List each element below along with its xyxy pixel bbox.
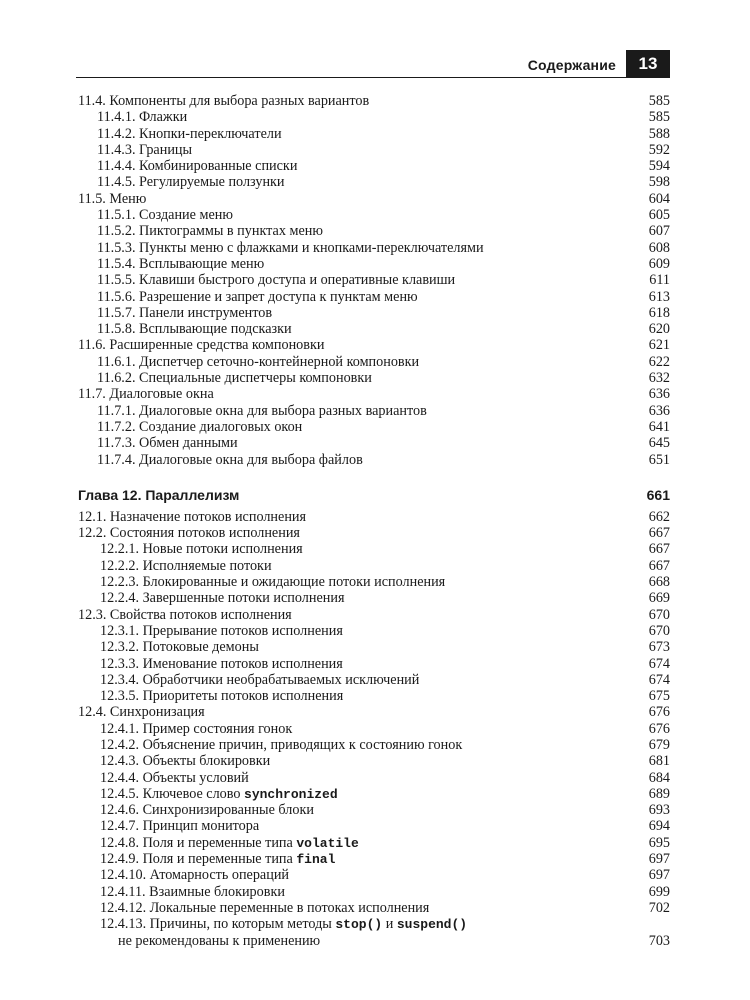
- toc-row[interactable]: [78, 770, 670, 786]
- toc-row[interactable]: [78, 607, 670, 623]
- code-keyword: synchronized: [244, 786, 338, 802]
- toc-row[interactable]: [78, 386, 670, 402]
- toc-entry-page: 645: [648, 435, 670, 452]
- toc-entry-title: 11.7.3. Обмен данными: [97, 435, 238, 452]
- toc-section-ch12-b: [78, 802, 670, 835]
- toc-entry-page: 611: [649, 272, 670, 289]
- toc-entry-title: 12.2. Состояния потоков исполнения: [78, 525, 300, 542]
- code-method: suspend(): [396, 917, 468, 933]
- toc-row[interactable]: [78, 207, 670, 223]
- toc-row[interactable]: [78, 541, 670, 557]
- toc-entry-page: 676: [648, 704, 670, 721]
- code-keyword: final: [296, 852, 336, 868]
- toc-entry-title: 12.3.5. Приоритеты потоков исполнения: [100, 688, 344, 705]
- toc-row[interactable]: [78, 867, 670, 883]
- toc-entry-page: 608: [648, 239, 670, 256]
- toc-row[interactable]: [78, 240, 670, 256]
- toc-entry-page: 618: [648, 304, 670, 321]
- toc-entry-page: 641: [648, 418, 670, 435]
- toc-row[interactable]: [78, 509, 670, 525]
- toc-row[interactable]: [78, 753, 670, 769]
- toc-row[interactable]: [78, 835, 670, 851]
- toc-entry-title: 12.3.4. Обработчики необрабатываемых исключений: [100, 671, 420, 688]
- toc-entry-page: 697: [648, 867, 670, 884]
- toc-section-ch12: [78, 509, 670, 786]
- running-header: [76, 50, 670, 78]
- toc-entry-page: 605: [648, 207, 670, 224]
- toc-entry-title: 12.2.4. Завершенные потоки исполнения: [100, 590, 345, 607]
- toc-row[interactable]: [78, 337, 670, 353]
- toc-row[interactable]: [78, 435, 670, 451]
- toc-entry-page: 689: [648, 785, 670, 802]
- toc-entry-title: 11.4.4. Комбинированные списки: [97, 158, 298, 175]
- toc-entry-title: 12.2.1. Новые потоки исполнения: [100, 541, 303, 558]
- toc-entry-page: 667: [648, 525, 670, 542]
- toc-row[interactable]: [78, 900, 670, 916]
- toc-row[interactable]: [78, 109, 670, 125]
- toc-entry-page: 662: [648, 508, 670, 525]
- toc-row[interactable]: [78, 851, 670, 867]
- toc-entry-page: 604: [648, 190, 670, 207]
- toc-entry-page: 669: [648, 590, 670, 607]
- toc-entry-title: 12.4.10. Атомарность операций: [100, 867, 290, 884]
- toc-row[interactable]: [78, 419, 670, 435]
- toc-entry-page: 594: [648, 158, 670, 175]
- toc-entry-title: 12.4.11. Взаимные блокировки: [100, 883, 285, 900]
- toc-entry-title: 11.6.1. Диспетчер сеточно-контейнерной компоновки: [97, 353, 420, 370]
- toc-entry-title-cont: не рекомендованы к применению: [118, 932, 321, 949]
- toc-entry-page: 697: [648, 851, 670, 868]
- toc-entry-page: 684: [648, 769, 670, 786]
- toc-entry-page: 667: [648, 557, 670, 574]
- header-title: Содержание: [527, 57, 616, 73]
- toc-entry-page: 598: [648, 174, 670, 191]
- toc-entry-title: 12.3.2. Потоковые демоны: [100, 639, 259, 656]
- toc-section-ch12-c: [78, 867, 670, 916]
- toc-entry-page: 681: [648, 753, 670, 770]
- toc-entry-page: 699: [648, 883, 670, 900]
- toc-entry-page: 670: [648, 622, 670, 639]
- toc-entry-page: 609: [648, 255, 670, 272]
- toc-row[interactable]: [78, 656, 670, 672]
- toc-row[interactable]: [78, 623, 670, 639]
- toc-entry-title: 12.4.1. Пример состояния гонок: [100, 720, 293, 737]
- toc-entry-title: 11.4. Компоненты для выбора разных вариантов: [78, 93, 370, 109]
- toc-entry-page: 622: [648, 353, 670, 370]
- toc-entry-title: 11.7. Диалоговые окна: [78, 386, 214, 403]
- toc-entry-title: 11.6. Расширенные средства компоновки: [78, 337, 325, 354]
- toc-entry-title: 11.5.2. Пиктограммы в пунктах меню: [97, 223, 323, 240]
- toc-entry-title: 12.4.6. Синхронизированные блоки: [100, 802, 314, 819]
- toc-entry-title: 12.4.12. Локальные переменные в потоках исполнения: [100, 899, 430, 916]
- toc-row[interactable]: [78, 786, 670, 802]
- toc-entry-page: 674: [648, 671, 670, 688]
- toc-row[interactable]: [78, 272, 670, 288]
- toc-row[interactable]: [78, 884, 670, 900]
- toc-entry-page: 676: [648, 720, 670, 737]
- toc-row[interactable]: [78, 574, 670, 590]
- toc-entry-title: 12.2.2. Исполняемые потоки: [100, 557, 272, 574]
- toc-entry-page: 636: [648, 386, 670, 403]
- toc-entry-page: 585: [648, 93, 670, 109]
- toc-row[interactable]: [78, 321, 670, 337]
- toc-entry-title: 11.7.1. Диалоговые окна для выбора разных вариантов: [97, 402, 427, 419]
- toc-entry-page: 694: [648, 818, 670, 835]
- toc-entry-title: 11.5.5. Клавиши быстрого доступа и оперативные клавиши: [97, 272, 456, 289]
- toc-entry-page: 668: [648, 574, 670, 591]
- toc-entry-title: 11.7.2. Создание диалоговых окон: [97, 418, 303, 435]
- toc-entry-page: 673: [648, 639, 670, 656]
- toc-entry-title: 12.4.7. Принцип монитора: [100, 818, 260, 835]
- toc-entry-page: 679: [648, 736, 670, 753]
- table-of-contents: [78, 93, 670, 949]
- toc-row[interactable]: [78, 403, 670, 419]
- toc-entry-title: 11.5.7. Панели инструментов: [97, 304, 273, 321]
- toc-row[interactable]: [78, 370, 670, 386]
- toc-row[interactable]: [78, 452, 670, 468]
- toc-entry-title: 11.5.8. Всплывающие подсказки: [97, 321, 292, 338]
- toc-entry-title: 12.3.3. Именование потоков исполнения: [100, 655, 343, 672]
- toc-entry-page: 670: [648, 606, 670, 623]
- toc-entry-title: 12.4.8. Поля и переменные типа volatile: [100, 834, 359, 851]
- toc-entry-title: 11.7.4. Диалоговые окна для выбора файлов: [97, 451, 363, 468]
- toc-row[interactable]: [78, 223, 670, 239]
- toc-entry-page: 703: [648, 932, 670, 949]
- code-method: stop(): [335, 917, 383, 933]
- toc-entry-title: 12.4.3. Объекты блокировки: [100, 753, 271, 770]
- toc-entry-title: 11.4.3. Границы: [97, 141, 193, 158]
- toc-row[interactable]: [78, 737, 670, 753]
- toc-chapter-row[interactable]: [78, 484, 670, 506]
- toc-row[interactable]: [78, 672, 670, 688]
- toc-row[interactable]: [78, 256, 670, 272]
- toc-row[interactable]: [78, 93, 670, 109]
- toc-row[interactable]: [78, 289, 670, 305]
- toc-row[interactable]: [78, 305, 670, 321]
- toc-entry-page: 607: [648, 223, 670, 240]
- toc-entry-title: 12.3. Свойства потоков исполнения: [78, 606, 292, 623]
- toc-row[interactable]: [78, 802, 670, 818]
- toc-entry-page: 667: [648, 541, 670, 558]
- toc-entry-page: 632: [648, 370, 670, 387]
- toc-row[interactable]: [78, 354, 670, 370]
- toc-entry-title: 12.1. Назначение потоков исполнения: [78, 508, 307, 525]
- chapter-page: 661: [646, 486, 670, 503]
- toc-row[interactable]: [78, 174, 670, 190]
- toc-row[interactable]: [78, 525, 670, 541]
- toc-entry-page: 636: [648, 402, 670, 419]
- toc-row[interactable]: [78, 818, 670, 834]
- toc-row[interactable]: [78, 688, 670, 704]
- toc-row[interactable]: [78, 916, 670, 932]
- toc-entry-title: 11.5.1. Создание меню: [97, 207, 233, 224]
- code-keyword: volatile: [296, 835, 359, 851]
- toc-entry-title: 12.4.13. Причины, по которым методы stop() и suspend(): [100, 916, 468, 933]
- toc-entry-page: 613: [648, 288, 670, 305]
- chapter-title: Глава 12. Параллелизм: [78, 486, 240, 503]
- toc-row[interactable]: [78, 639, 670, 655]
- toc-entry-page: 651: [648, 451, 670, 468]
- toc-entry-page: 674: [648, 655, 670, 672]
- toc-entry-page: 702: [648, 899, 670, 916]
- toc-entry-page: 620: [648, 321, 670, 338]
- toc-entry-title: 12.4.4. Объекты условий: [100, 769, 249, 786]
- toc-entry-title: 12.2.3. Блокированные и ожидающие потоки исполнения: [100, 574, 446, 591]
- toc-entry-title: 11.5.6. Разрешение и запрет доступа к пунктам меню: [97, 288, 418, 305]
- toc-row[interactable]: [78, 721, 670, 737]
- toc-entry-page: 585: [648, 109, 670, 126]
- page-number: 13: [626, 50, 670, 77]
- toc-entry-title: 11.5.4. Всплывающие меню: [97, 255, 265, 272]
- toc-entry-page: 693: [648, 802, 670, 819]
- toc-entry-title: 11.5.3. Пункты меню с флажками и кнопками-переключателями: [97, 239, 484, 256]
- toc-entry-page: 675: [648, 688, 670, 705]
- toc-row-continuation[interactable]: [78, 933, 670, 949]
- toc-entry-page: 592: [648, 141, 670, 158]
- toc-entry-page: 695: [648, 834, 670, 851]
- toc-row[interactable]: [78, 158, 670, 174]
- toc-entry-title: 11.5. Меню: [78, 190, 147, 207]
- toc-entry-title: 11.4.2. Кнопки-переключатели: [97, 125, 282, 142]
- toc-entry-title: 12.4.2. Объяснение причин, приводящих к состоянию гонок: [100, 736, 463, 753]
- toc-entry-title: 12.4. Синхронизация: [78, 704, 205, 721]
- toc-row[interactable]: [78, 704, 670, 720]
- toc-entry-title: 11.6.2. Специальные диспетчеры компоновки: [97, 370, 372, 387]
- toc-section-ch11: [78, 93, 670, 468]
- toc-entry-title: 11.4.1. Флажки: [97, 109, 188, 126]
- toc-entry-page: 588: [648, 125, 670, 142]
- toc-row[interactable]: [78, 590, 670, 606]
- toc-row[interactable]: [78, 142, 670, 158]
- toc-entry-title: 11.4.5. Регулируемые ползунки: [97, 174, 285, 191]
- toc-row[interactable]: [78, 191, 670, 207]
- toc-row[interactable]: [78, 558, 670, 574]
- toc-entry-page: 621: [648, 337, 670, 354]
- toc-entry-title: 12.4.5. Ключевое слово synchronized: [100, 785, 338, 802]
- toc-entry-title: 12.3.1. Прерывание потоков исполнения: [100, 622, 343, 639]
- toc-row[interactable]: [78, 126, 670, 142]
- toc-entry-title: 12.4.9. Поля и переменные типа final: [100, 851, 336, 868]
